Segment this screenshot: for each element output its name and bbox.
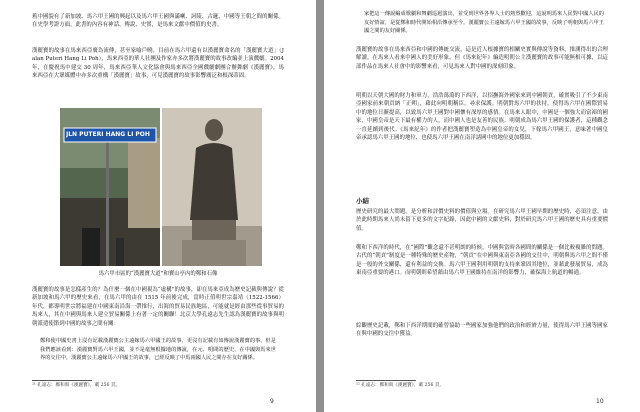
page-number: 10 (596, 398, 604, 405)
paragraph-conclusion: 綜觀歷史記載，鄭和下西洋期間的確曾協助一些國家加強他們的政治和經濟力量，使得馬六甲王國等國家在與中國的交往中獲益。 (356, 323, 608, 338)
paragraph-origin: 漢麗寶的故事是怎樣產生的？為什麼一個在中國視為“虛構”的故事，卻在馬來亞成為歷史記載與傳說？從新加坡和馬六甲的歷史來看，在馬六甲的由在 1515 年前後完成，當時正值明世宗嘉靖（1522-1566）年代，都導明世宗將福建在中國東南沿海一帶推行，出海的貿易民族地區，可能就是經由那些從事貿易的馬來人，其在中國與馬來人建立貿易關係上有著一定的關聯！北京大學孔遠志先生認為漢麗寶的故事與明朝派遣使節到中國的故事之間有關： (32, 287, 284, 327)
paragraph-hang-li-poh: 漢麗寶的故事在馬來西亞廣為流傳，甚至家喻戶曉。目前在馬六甲還有以漢麗寶命名的「漢麗寶大道」（Jalan Puteri Hang Li Poh），馬來西亞的華人社團及作家亦多次將漢麗寶的故事改編並上演戲劇。2004 年，在慶祝馬中建交 30 周年，馬來西亞華人文化協會與馬來西亞全國戲劇劇團合辦舞劇《漢麗寶》。馬來西亞在大眾媒體中亦多次重構「漢麗寶」故事，可見漢麗寶的故事影響廣泛和根深蒂固。 (32, 48, 284, 80)
footnote-rule (356, 380, 416, 381)
right-page (324, 0, 640, 412)
figure-caption: 馬六甲市區的“漢麗寶大道”和寶山亭內的鄭和石像 (98, 271, 218, 277)
page-number: 9 (270, 398, 274, 405)
paragraph-interpretation: 漢麗寶的故事在馬來西亞和中國的傳統交流，這是近人根據寶的相關史實與傳說等資料，推測得出的合理解讀。在馬來人看來中國人的美好形象，但《馬來紀年》編造明朝公主漢麗寶的故事可能無根可據，以這部作品在馬來人社會中的影響來看，可見馬來人對中國的深刻印象。 (356, 47, 608, 70)
street-sign-photo (60, 108, 160, 266)
paragraph-ming-tributary: 明朝以天朝大國的財力和軍力，浩浩蕩蕩的下西洋，以招撫海外國家來到中國朝貢，確實吸引了不少東南亞國家前來朝貢納「正朔」，藉此向明朝稱臣，尋求保護。明朝對馬六甲的扶持，使得馬六甲在國際貿易中的地位日漸提高，以致馬六甲王國對中國懷有深厚的感情。在馬來人眼中，中國是一個強大而富裕的國家，中國皇帝是天下最有權力的人，而中國人也是友善的民族。明朝成為馬六甲王國的保護者，這種觀念一直延續到後代。《馬來紀年》的作者把漢麗寶塑造為中國皇帝的女兒，下嫁馬六甲國王，意味著中國皇帝承認馬六甲王國的地位，也使馬六甲王國在南洋諸國中的地位更加穩固。 (356, 93, 608, 142)
street-sign-text: JLN PUTERI HANG LI POH (66, 131, 150, 138)
block-quote: 鄭和使中國史書上沒有記載漢麗寶公主遠嫁馬六甲國王的故事，更沒有記載有如傳說漢麗寶的事，但是我們應該看到：漢麗寶對馬六甲王國，並不是毫無根據地的傳說，在元、明間的歷史、在中國與馬來世界的交往中，漢麗寶公主遠嫁馬六甲國王的故事，已經反映了中馬兩國人民之間存在友好關係。 (40, 338, 276, 362)
block-quote-continued: 家把這一傳說編成歌劇和舞劇巡迴演出，並受到世界各界人士的熱烈歡迎，這說明馬來人民對中國人民的友好情誼，是從鄭和時代開始相沿傳承至今。漢麗寶公主遠嫁馬六甲王國的故事，反映了明朝與馬六甲王國之間的友好關係。 (364, 11, 604, 35)
left-page (0, 0, 316, 412)
footnote: ²² 孔遠志：鄭和與《漢麗寶》，載 256 頁。 (356, 383, 445, 388)
footnote-rule (32, 380, 92, 381)
statue-photo (162, 108, 262, 266)
paragraph-summary: 歷史研究的最大問題，是分析和評價史料的價值與立場。在研究馬六甲王國早期的歷史時，必須注意，由於此時期馬來人尚未留下更多的文字紀錄，因此中國的文獻史料，對於研究馬六甲王國的歷史具有重要價值。 (356, 209, 608, 232)
photo-figure (32, 108, 284, 278)
section-heading: 小結 (356, 197, 369, 205)
paragraph-zheng-he-era: 鄭和下西洋的時代，在“國際”觀念還不甚明朗的時候，中國與當時各國間的關係是一個比較複雜的問題。古代的“朝貢”制度是一種特殊的歷史產物，“朝貢”在中國與東南亞各國的交往中，明朝與馬六甲之間不僅是一般的外交關係，還有利益的交換。馬六甲王國利用明朝的支持來鞏固其地位，並藉此發展貿易，成為東南亞重要的港口。而明朝則希望藉由馬六甲王國維持在南洋的影響力，確保海上航道的暢通。 (356, 245, 608, 277)
footnote: ²¹ 孔遠志：鄭和與《漢麗寶》，載 256 頁。 (32, 383, 121, 388)
intro-paragraph: 舊中國貌有了新加坡、馬六甲王國的興起以及馬六甲王國與滿喇、訶陵、古邏、中國等王朝之間的關係。在史學考證方面，此書的內容有神話、傳說、史實，是馬來文獻中價值的史書。 (32, 14, 284, 29)
